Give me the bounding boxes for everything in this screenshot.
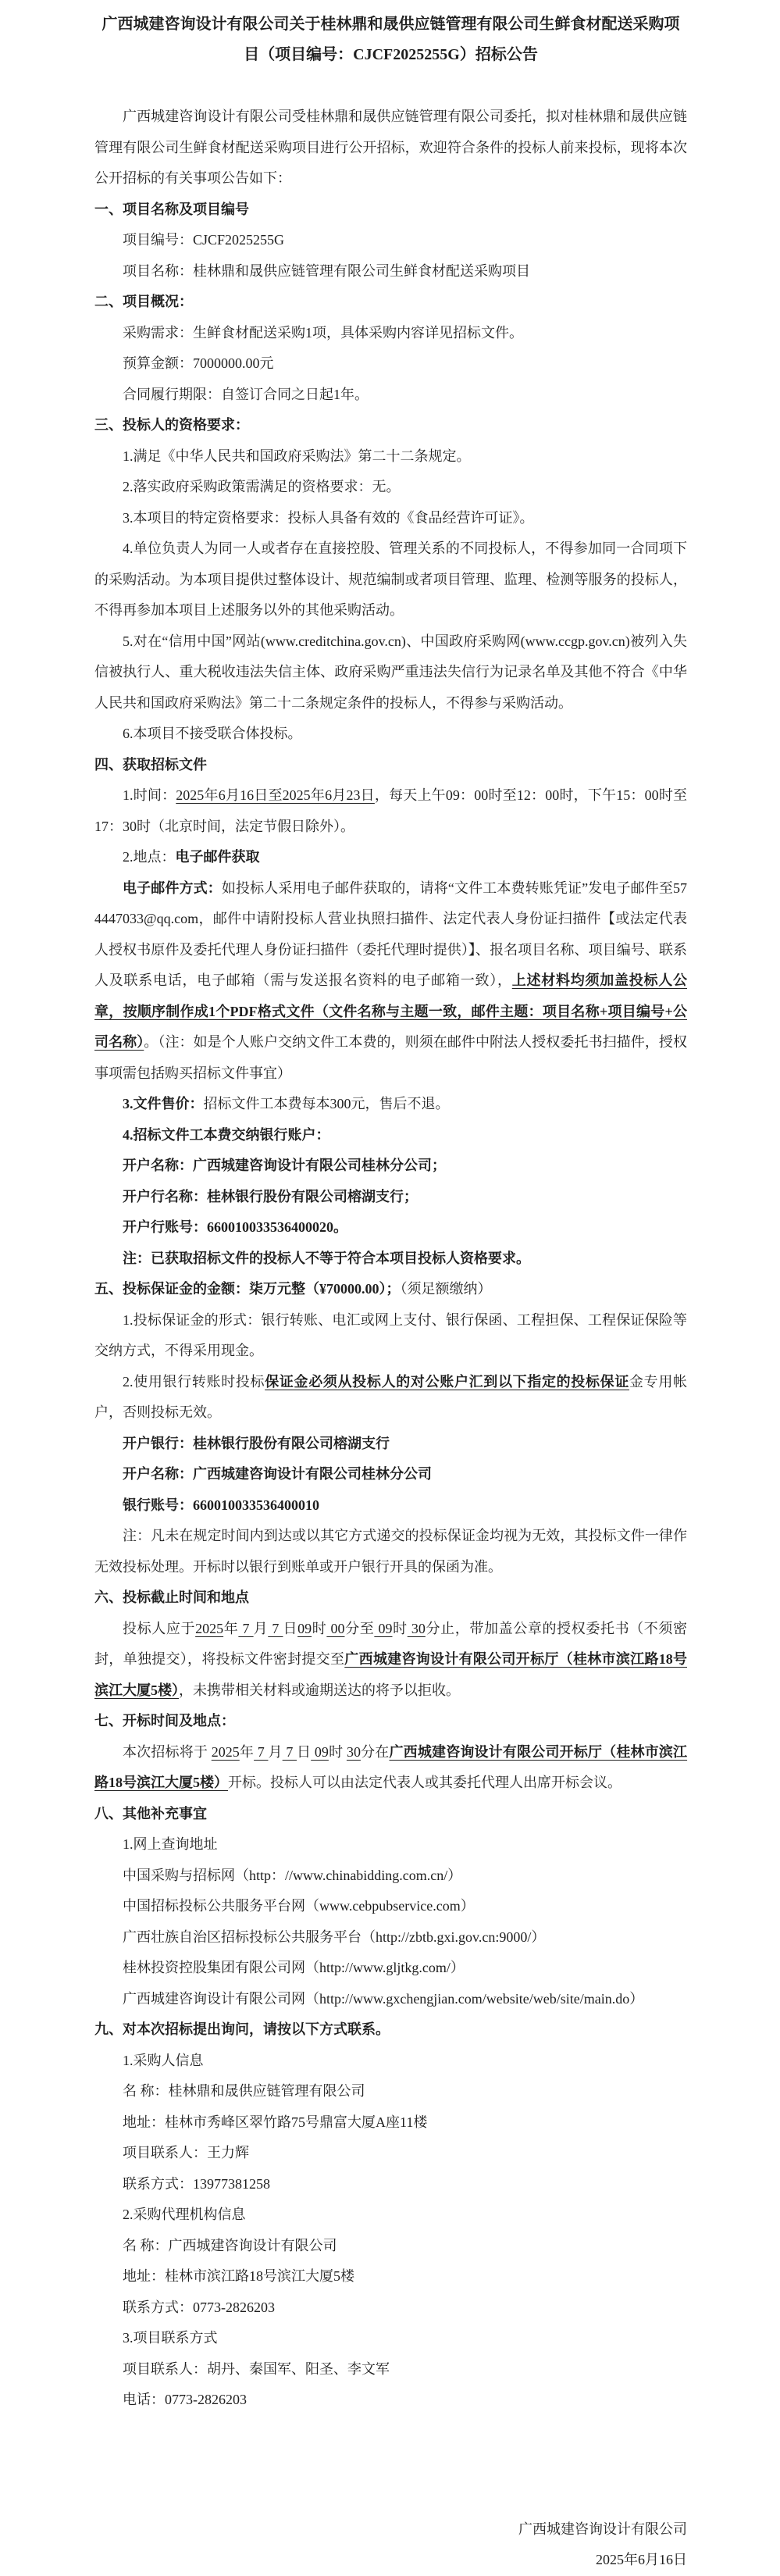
- text-run: 电子邮件获取: [175, 849, 260, 865]
- text-run: 保证金必须从投标人的对公账户汇到以下指定的投标保证: [265, 1373, 629, 1390]
- fee-account-number: [94, 1212, 687, 1243]
- text-run: 七、开标时间及地点：: [94, 1713, 235, 1729]
- budget-amount: [94, 348, 687, 380]
- bid-opening: [94, 1737, 687, 1799]
- text-run: 09: [311, 1743, 329, 1760]
- purchaser-address: [94, 2107, 687, 2139]
- qualification-1: [94, 441, 687, 473]
- text-run: 日: [297, 1743, 312, 1760]
- text-run: 项目联系人：胡丹、秦国军、阳圣、李文军: [123, 2360, 390, 2377]
- text-run: 1.采购人信息: [123, 2052, 204, 2068]
- text-run: 项目编号：CJCF2025255G: [123, 232, 285, 248]
- website-gljtkg: [94, 1953, 687, 1984]
- text-run: 开户行名称：桂林银行股份有限公司榕湖支行；: [123, 1188, 418, 1204]
- text-run: 金专用帐户，否则投标无效。: [94, 1373, 688, 1420]
- text-run: 分止，带加盖公章的授权委托书（不须密封，单独提交），将投标文件密封提交至: [94, 1620, 688, 1667]
- document-body: [94, 9, 687, 2576]
- text-run: 日: [283, 1620, 298, 1636]
- text-run: 广西壮族自治区招标投标公共服务平台（http://zbtb.gxi.gov.cn:9000/）: [123, 1928, 546, 1945]
- text-run: 时: [312, 1620, 327, 1636]
- text-run: 广西城建咨询设计有限公司网（http://www.gxchengjian.com/website/web/site/main.do）: [123, 1990, 644, 2007]
- intro-paragraph: [94, 102, 687, 194]
- section-6-heading: [94, 1582, 687, 1614]
- text-run: 上述材料均须加盖投标人公章，按顺序制作成1个PDF格式文件（文件名称与主题一致，邮件主题：项目名称+项目编号+公司名称）: [94, 972, 687, 1050]
- text-run: 4.招标文件工本费交纳银行账户：: [123, 1126, 330, 1143]
- text-run: 时: [328, 1743, 347, 1760]
- procurement-demand: [94, 318, 687, 349]
- text-run: 2.采购代理机构信息: [123, 2207, 246, 2222]
- text-run: 7: [282, 1743, 297, 1760]
- text-run: 2025年6月16日至2025年6月23日: [176, 787, 375, 803]
- text-run: 中国采购与招标网（http：//www.chinabidding.com.cn/）: [123, 1867, 462, 1883]
- online-query-label: [94, 1829, 687, 1861]
- qualification-3: [94, 503, 687, 534]
- doc-title: [94, 9, 687, 70]
- text-run: 3.项目联系方式: [123, 2330, 218, 2346]
- text-run: 3.本项目的特定资格要求：投标人具备有效的《食品经营许可证》。: [123, 509, 534, 526]
- fee-bank-name: [94, 1182, 687, 1213]
- deposit-note: [94, 1521, 687, 1582]
- purchaser-info-label: [94, 2046, 687, 2077]
- text-run: 联系方式：13977381258: [123, 2175, 270, 2192]
- purchaser-name: [94, 2076, 687, 2107]
- section-5-heading: [94, 1274, 687, 1305]
- qualification-6: [94, 719, 687, 750]
- project-contact-label: [94, 2323, 687, 2354]
- text-run: 采购需求：生鲜食材配送采购1项，具体采购内容详见招标文件。: [123, 324, 523, 341]
- text-run: 1.投标保证金的形式：银行转账、电汇或网上支付、银行保函、工程担保、工程保证保险等交纳方式，不得采用现金。: [94, 1311, 687, 1358]
- bid-deadline: [94, 1614, 687, 1707]
- text-run: 30: [346, 1743, 361, 1760]
- agency-info-label: [94, 2200, 687, 2231]
- text-run: 2.地点：: [123, 849, 176, 865]
- text-run: 5.对在“信用中国”网站(www.creditchina.gov.cn)、中国政府采购网(www.ccgp.gov.cn)被列入失信被执行人、重大税收违法失信主体、政府采购严重违法失信行为记录名单及其他不符合《中华人民共和国政府采购法》第二十二条规定条件的投标人，不得参与采购活动。: [94, 633, 687, 711]
- text-run: 预算金额：7000000.00元: [123, 355, 274, 371]
- text-run: 4.单位负责人为同一人或者存在直接控股、管理关系的不同投标人，不得参加同一合同项下的采购活动。为本项目提供过整体设计、规范编制或者项目管理、监理、检测等服务的投标人，不得再参加本项目上述服务以外的其他采购活动。: [94, 541, 687, 618]
- obtain-place: [94, 842, 687, 873]
- text-run: 广西城建咨询设计有限公司关于桂林鼎和晟供应链管理有限公司生鲜食材配送采购项目（项目编号：CJCF2025255G）招标公告: [102, 16, 680, 63]
- text-run: 时: [392, 1620, 408, 1636]
- deposit-transfer: [94, 1367, 687, 1429]
- text-run: 2.使用银行转账时投标: [123, 1373, 265, 1390]
- text-run: 09: [297, 1620, 312, 1636]
- signature-company: [94, 2514, 687, 2546]
- text-run: 分至: [344, 1620, 375, 1636]
- text-run: 电话：0773-2826203: [123, 2392, 247, 2407]
- text-run: 广西城建咨询设计有限公司开标厅（桂林市滨江路18号滨江大厦5楼）: [94, 1743, 688, 1790]
- project-contacts: [94, 2354, 687, 2385]
- section-4-heading: [94, 750, 687, 781]
- agency-phone: [94, 2292, 687, 2324]
- section-7-heading: [94, 1706, 687, 1737]
- text-run: 本次招标将于: [123, 1743, 212, 1760]
- text-run: 年: [239, 1743, 255, 1760]
- text-run: ，每天上午09：00时至12：00时，下午15：00时至17：30时（北京时间，法定节假日除外）。: [94, 787, 688, 834]
- qualification-4: [94, 533, 687, 626]
- text-run: 6.本项目不接受联合体投标。: [123, 726, 302, 741]
- section-8-heading: [94, 1799, 687, 1830]
- text-run: 九、对本次招标提出询问，请按以下方式联系。: [94, 2021, 390, 2037]
- email-method: [94, 873, 687, 1090]
- text-run: 。（注：如是个人账户交纳文件工本费的，则须在邮件中附法人授权委托书扫描件，授权事项需包括购买招标文件事宜）: [94, 1034, 688, 1081]
- text-run: 广西城建咨询设计有限公司开标厅（桂林市滨江路18号滨江大厦5楼）: [94, 1651, 688, 1698]
- text-run: 电子邮件方式：: [123, 879, 222, 896]
- text-run: 如投标人采用电子邮件获取的，请将“文件工本费转账凭证”发电子邮件至574447033@qq.com，邮件中请附投标人营业执照扫描件、法定代表人身份证扫描件【或法定代表人授权书原件及委托代理人身份证扫描件（委托代理时提供）】、报名项目名称、项目编号、联系人及联系电话，电子邮箱（需与发送报名资料的电子邮箱一致），: [94, 879, 688, 988]
- text-run: 开户银行：桂林银行股份有限公司榕湖支行: [123, 1435, 390, 1451]
- text-run: 2025: [211, 1743, 240, 1760]
- text-run: ，未携带相关材料或逾期送达的将予以拒收。: [179, 1682, 460, 1698]
- text-run: 中国招标投标公共服务平台网（www.cebpubservice.com）: [123, 1898, 475, 1914]
- text-run: 二、项目概况：: [94, 294, 193, 309]
- text-run: 项目名称：桂林鼎和晟供应链管理有限公司生鲜食材配送采购项目: [123, 262, 530, 279]
- text-run: 广西城建咨询设计有限公司: [518, 2521, 687, 2537]
- text-run: 3.文件售价：: [123, 1096, 204, 1111]
- text-run: 1.时间：: [123, 787, 176, 803]
- section-3-heading: [94, 410, 687, 441]
- text-run: 地址：桂林市秀峰区翠竹路75号鼎富大厦A座11楼: [123, 2114, 428, 2130]
- text-run: 招标文件工本费每本300元，售后不退。: [203, 1096, 450, 1111]
- purchaser-phone: [94, 2169, 687, 2200]
- text-run: 开户行账号：660010033536400020。: [123, 1219, 347, 1235]
- text-run: 名 称：广西城建咨询设计有限公司: [123, 2237, 337, 2253]
- document-price: [94, 1089, 687, 1120]
- obtain-time: [94, 780, 687, 842]
- text-run: 7: [254, 1743, 269, 1760]
- text-run: 投标人应于: [123, 1620, 196, 1636]
- section-2-heading: [94, 287, 687, 318]
- text-run: 2025: [195, 1620, 224, 1636]
- text-run: 2025年6月16日: [596, 2552, 687, 2567]
- text-run: 月: [253, 1620, 269, 1636]
- project-number-line: [94, 225, 687, 256]
- text-run: 30: [407, 1620, 426, 1636]
- deposit-form: [94, 1305, 687, 1367]
- text-run: 银行账号：660010033536400010: [123, 1497, 319, 1513]
- website-chinabidding: [94, 1861, 687, 1892]
- text-run: 联系方式：0773-2826203: [123, 2299, 275, 2315]
- purchaser-contact: [94, 2138, 687, 2169]
- fee-account-heading: [94, 1120, 687, 1151]
- deposit-account-number: [94, 1490, 687, 1522]
- text-run: 五、投标保证金的金额：柒万元整（¥70000.00）；: [94, 1281, 401, 1297]
- text-run: 00: [326, 1620, 345, 1636]
- text-run: 八、其他补充事宜: [94, 1805, 207, 1821]
- obtain-note: [94, 1243, 687, 1275]
- project-phone: [94, 2385, 687, 2416]
- deposit-account-name: [94, 1459, 687, 1490]
- text-run: 项目联系人：王力辉: [123, 2145, 249, 2160]
- text-run: 09: [374, 1620, 393, 1636]
- text-run: （须足额缴纳）: [400, 1281, 492, 1297]
- text-run: 六、投标截止时间和地点: [94, 1589, 249, 1605]
- text-run: 分在: [360, 1743, 390, 1760]
- text-run: 7: [238, 1620, 254, 1636]
- text-run: 三、投标人的资格要求：: [94, 417, 249, 433]
- qualification-5: [94, 626, 687, 719]
- text-run: 开户名称：广西城建咨询设计有限公司桂林分公司；: [123, 1158, 446, 1173]
- qualification-2: [94, 472, 687, 503]
- text-run: 四、获取招标文件: [94, 756, 207, 772]
- text-run: 开标。投标人可以由法定代表人或其委托代理人出席开标会议。: [228, 1775, 622, 1790]
- text-run: 合同履行期限：自签订合同之日起1年。: [123, 386, 369, 402]
- text-run: 年: [223, 1620, 239, 1636]
- text-run: 一、项目名称及项目编号: [94, 201, 249, 217]
- text-run: 开户名称：广西城建咨询设计有限公司桂林分公司: [123, 1466, 432, 1482]
- section-1-heading: [94, 194, 687, 226]
- agency-address: [94, 2261, 687, 2292]
- text-run: 2.落实政府采购政策需满足的资格要求：无。: [123, 479, 401, 494]
- text-run: 月: [268, 1743, 283, 1760]
- text-run: 广西城建咨询设计有限公司受桂林鼎和晟供应链管理有限公司委托，拟对桂林鼎和晟供应链管理有限公司生鲜食材配送采购项目进行公开招标，欢迎符合条件的投标人前来投标，现将本次公开招标的有关事项公告如下：: [94, 109, 687, 186]
- text-run: 注：已获取招标文件的投标人不等于符合本项目投标人资格要求。: [123, 1250, 530, 1266]
- contract-period: [94, 380, 687, 411]
- text-run: 1.网上查询地址: [123, 1836, 218, 1852]
- website-gxi-platform: [94, 1922, 687, 1953]
- agency-name: [94, 2231, 687, 2262]
- text-run: 7: [268, 1620, 283, 1636]
- section-9-heading: [94, 2014, 687, 2046]
- text-run: 桂林投资控股集团有限公司网（http://www.gljtkg.com/）: [123, 1960, 465, 1975]
- fee-account-name: [94, 1151, 687, 1182]
- project-name-line: [94, 256, 687, 287]
- text-run: 注：凡未在规定时间内到达或以其它方式递交的投标保证金均视为无效，其投标文件一律作无效投标处理。开标时以银行到账单或开户银行开具的保函为准。: [94, 1528, 687, 1575]
- text-run: 1.满足《中华人民共和国政府采购法》第二十二条规定。: [123, 448, 471, 464]
- deposit-bank: [94, 1429, 687, 1460]
- website-cebpubservice: [94, 1891, 687, 1922]
- text-run: 名 称：桂林鼎和晟供应链管理有限公司: [123, 2083, 365, 2099]
- text-run: 地址：桂林市滨江路18号滨江大厦5楼: [123, 2268, 354, 2284]
- signature-date: [94, 2545, 687, 2576]
- website-gxchengjian: [94, 1984, 687, 2015]
